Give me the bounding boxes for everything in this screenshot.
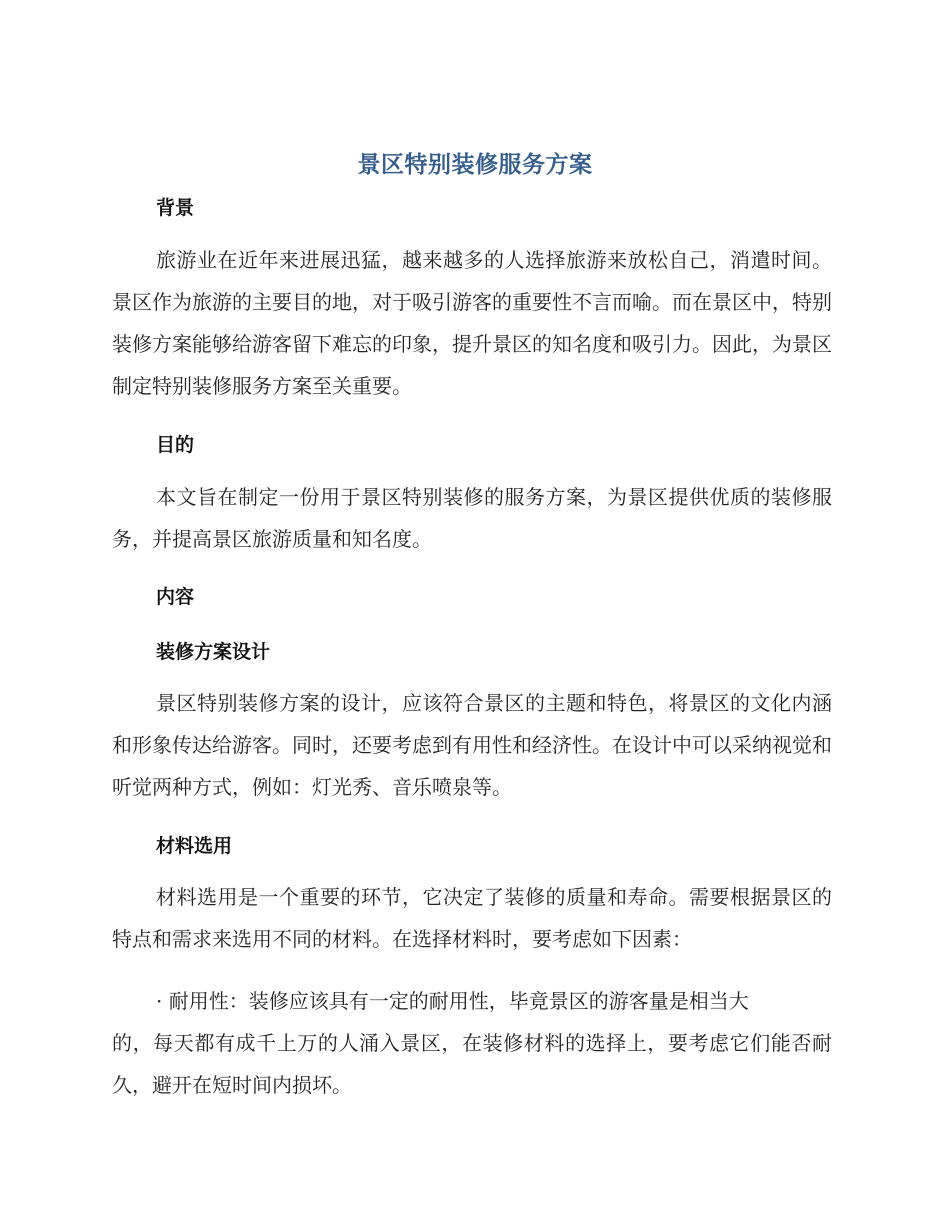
bullet-durability	[112, 980, 832, 1106]
bullet-durability-line1: · 耐用性：装修应该具有一定的耐用性，毕竟景区的游客量是相当大	[156, 989, 749, 1013]
heading-background: 背景	[156, 197, 195, 219]
bullet-durability-line2: 的，每天都有成千上万的人涌入景区，在装修材料的选择上，要考虑它们能否耐久，避开在短时间内损坏。	[112, 1031, 832, 1097]
heading-design: 装修方案设计	[156, 641, 271, 663]
paragraph-design: 景区特别装修方案的设计，应该符合景区的主题和特色，将景区的文化内涵和形象传达给游客。同时，还要考虑到有用性和经济性。在设计中可以采纳视觉和听觉两种方式，例如：灯光秀、音乐喷泉等。	[112, 691, 832, 799]
paragraph-purpose: 本文旨在制定一份用于景区特别装修的服务方案，为景区提供优质的装修服务，并提高景区旅游质量和知名度。	[112, 485, 832, 551]
document-title: 景区特别装修服务方案	[357, 152, 593, 178]
paragraph-materials: 材料选用是一个重要的环节，它决定了装修的质量和寿命。需要根据景区的特点和需求来选用不同的材料。在选择材料时，要考虑如下因素：	[112, 885, 832, 951]
heading-materials: 材料选用	[156, 835, 233, 857]
heading-content: 内容	[156, 586, 195, 608]
heading-purpose: 目的	[156, 434, 195, 456]
paragraph-background: 旅游业在近年来进展迅猛，越来越多的人选择旅游来放松自己，消遣时间。景区作为旅游的主要目的地，对于吸引游客的重要性不言而喻。而在景区中，特别装修方案能够给游客留下难忘的印象，提升景区的知名度和吸引力。因此，为景区制定特别装修服务方案至关重要。	[112, 248, 832, 398]
